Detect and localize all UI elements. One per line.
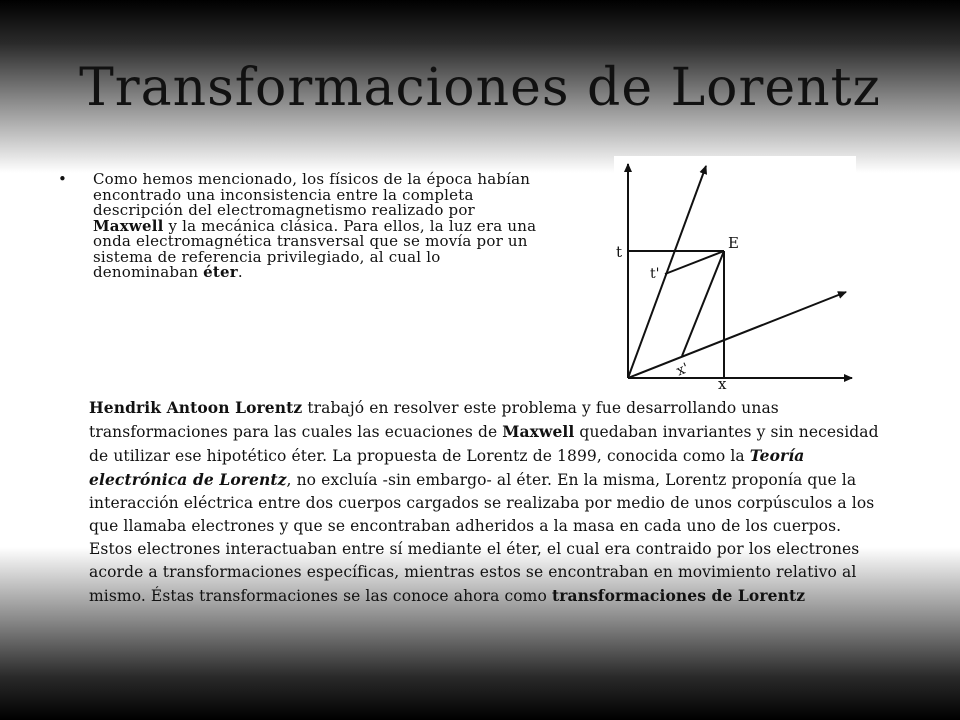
bullet-text-part2: y la mecánica clásica. Para ellos, la luz era una onda electromagnética transversal que se movía por un sistema de referencia privilegiado, al cual lo denominaban [93, 216, 537, 281]
bullet-marker: • [58, 170, 68, 188]
label-x-prime: x' [674, 360, 692, 380]
label-t-prime: t' [650, 266, 660, 282]
eter-bold: éter [203, 263, 238, 281]
slide-title: Transformaciones de Lorentz [79, 58, 881, 118]
paragraph-part2: quedaban invariantes y sin necesidad de utilizar ese hipotético éter. La propuesta de Lorentz de 1899, conocida como la [89, 423, 879, 465]
e-to-x-prime [682, 251, 724, 356]
paragraph-part1: trabajó en resolver este problema y fue desarrollando unas transformaciones para las cuales las ecuaciones de [89, 399, 779, 441]
bullet-text-part1: Como hemos mencionado, los físicos de la época habían encontrado una inconsistencia entre la completa descripción del electromagnetismo realizado por [93, 170, 531, 219]
maxwell-bold: Maxwell [93, 216, 164, 235]
spacetime-diagram [614, 156, 856, 390]
bullet-paragraph [58, 172, 538, 281]
teoria-electronica-bold-italic: Teoría electrónica de Lorentz [89, 446, 805, 489]
lorentz-name-bold: Hendrik Antoon Lorentz [89, 398, 303, 417]
bullet-text [93, 172, 538, 281]
paragraph-part3: , no excluía -sin embargo- al éter. En la misma, Lorentz proponía que la interacción eléctrica entre dos cuerpos cargados se realizaba por medio de unos corpúsculos a los que llamaba electrones y que se encontraban adheridos a la masa en cada uno de los cuerpos. Estos electrones interactuaban entre sí mediante el éter, el cual era contraido por los electrones acorde a transformaciones específicas, mientras estos se encontraban en movimiento relativo al mismo. Éstas transformaciones se las conoce ahora como [89, 471, 875, 605]
bullet-text-part3: . [237, 263, 243, 281]
lorentz-paragraph [89, 396, 879, 608]
label-x: x [718, 375, 727, 390]
label-E: E [728, 234, 739, 252]
label-t: t [616, 243, 623, 261]
spacetime-diagram-svg [614, 156, 856, 390]
maxwell-bold-2: Maxwell [502, 422, 575, 441]
x-prime-axis [628, 292, 846, 378]
t-prime-axis [628, 166, 706, 378]
transformaciones-bold: transformaciones de Lorentz [551, 586, 806, 605]
